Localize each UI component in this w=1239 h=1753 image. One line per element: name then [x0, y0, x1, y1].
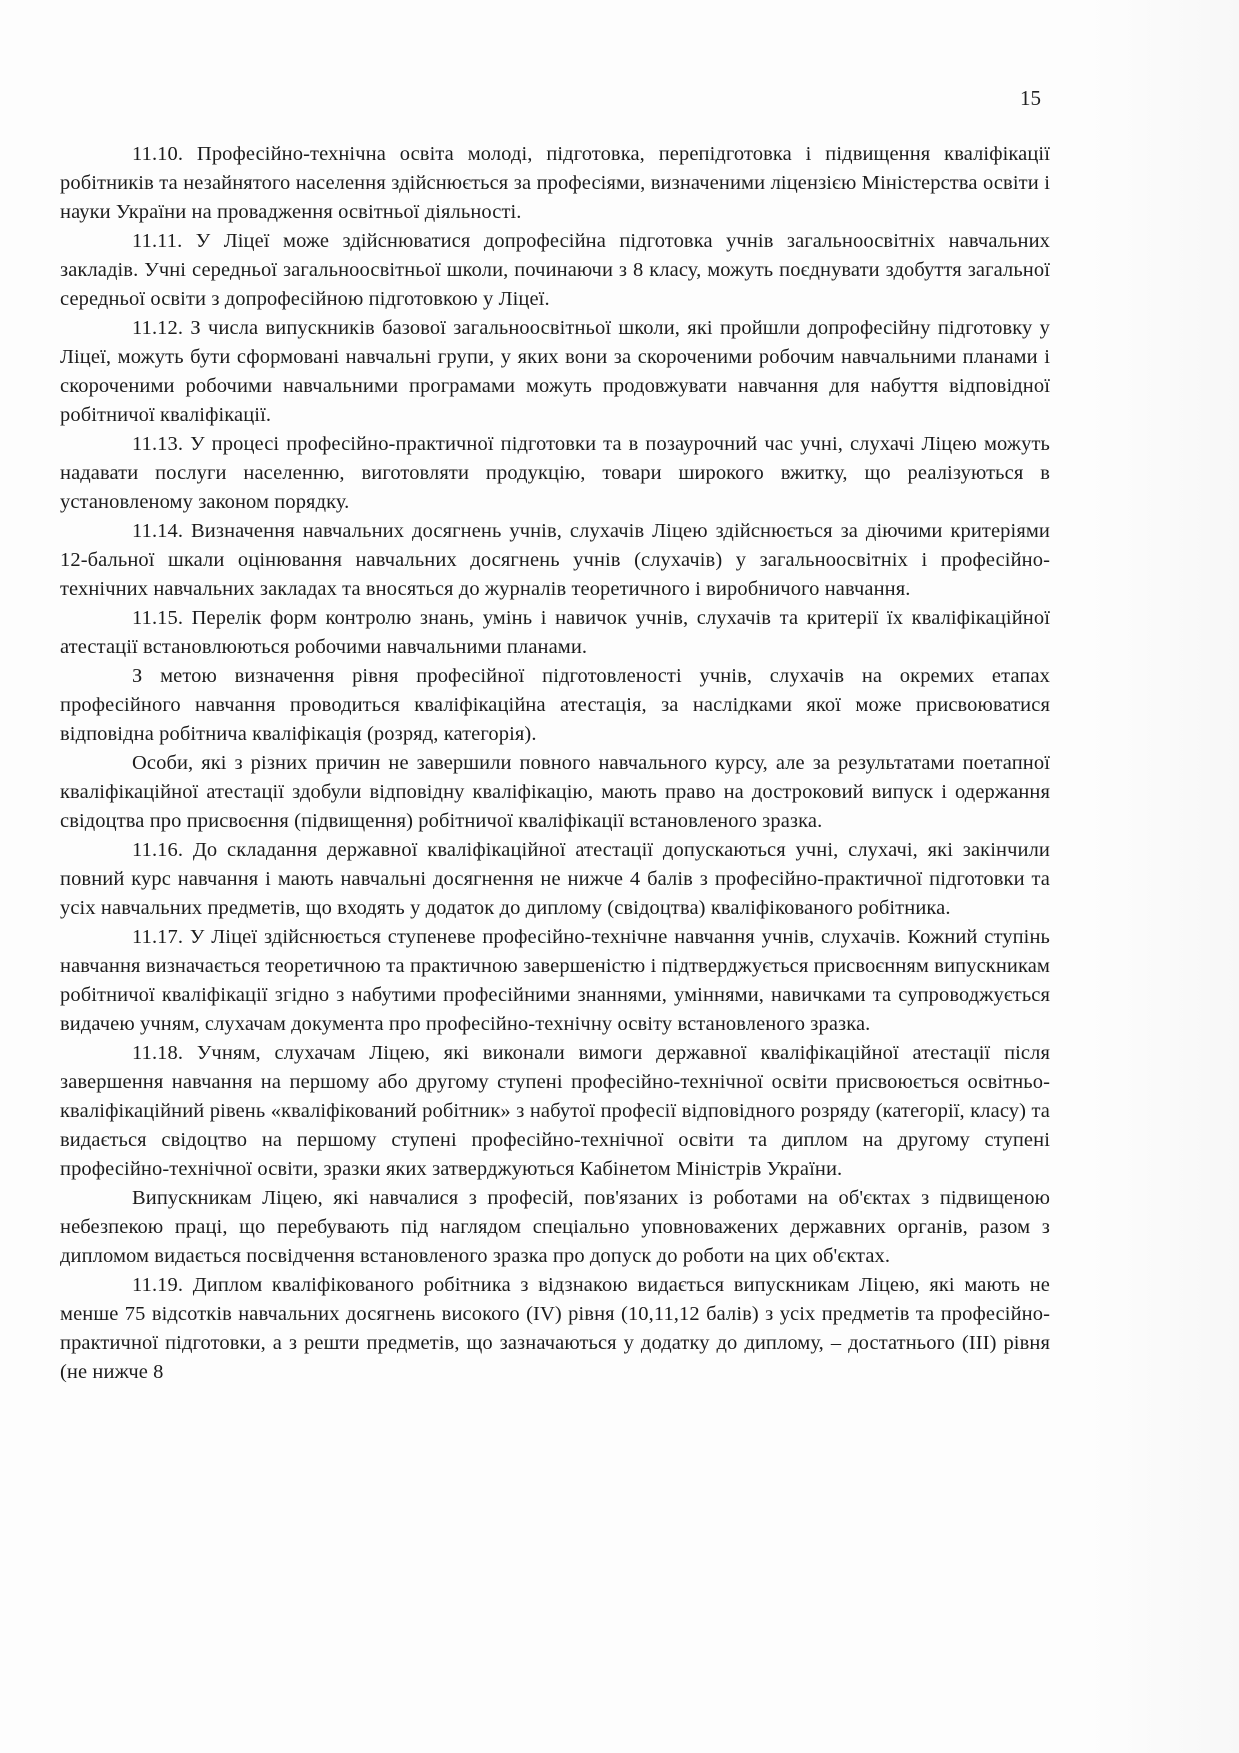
paragraph-11-10: 11.10. Професійно-технічна освіта молоді, підготовка, перепідготовка і підвищення кваліфікації робітників та незайнятого населення здійснюється за професіями, визначеними ліцензією Міністерства освіти і науки України на провадження освітньої діяльності.: [60, 143, 1050, 223]
paragraph-11-13: 11.13. У процесі професійно-практичної підготовки та в позаурочний час учні, слухачі Ліцею можуть надавати послуги населенню, виготовляти продукцію, товари широкого вжитку, що реалізуються в установленому законом порядку.: [60, 433, 1050, 513]
paragraph-11-12: 11.12. З числа випускників базової загальноосвітньої школи, які пройшли допрофесійну підготовку у Ліцеї, можуть бути сформовані навчальні групи, у яких вони за скороченими робочим навчальними планами і скороченими робочими навчальними програмами можуть продовжувати навчання для набуття відповідної робітничої кваліфікації.: [60, 317, 1050, 426]
paragraph-11-14: 11.14. Визначення навчальних досягнень учнів, слухачів Ліцею здійснюється за діючими критеріями 12-бальної шкали оцінювання навчальних досягнень учнів (слухачів) у загальноосвітніх і професійно-технічних навчальних закладах та вносяться до журналів теоретичного і виробничого навчання.: [60, 520, 1050, 600]
paragraph-11-19: 11.19. Диплом кваліфікованого робітника з відзнакою видається випускникам Ліцею, які мають не менше 75 відсотків навчальних досягнень високого (IV) рівня (10,11,12 балів) з усіх предметів та професійно-практичної підготовки, а з решти предметів, що зазначаються у додатку до диплому, – достатнього (III) рівня (не нижче 8: [60, 1274, 1050, 1383]
paragraph-early-release: Особи, які з різних причин не завершили повного навчального курсу, але за результатами поетапної кваліфікаційної атестації здобули відповідну кваліфікацію, мають право на достроковий випуск і одержання свідоцтва про присвоєння (підвищення) робітничої кваліфікації встановленого зразка.: [60, 752, 1050, 832]
paragraph-hazard-graduates: Випускникам Ліцею, які навчалися з професій, пов'язаних із роботами на об'єктах з підвищеною небезпекою праці, що перебувають під наглядом спеціально уповноважених державних органів, разом з дипломом видається посвідчення встановленого зразка про допуск до роботи на цих об'єктах.: [60, 1187, 1050, 1267]
paragraph-11-16: 11.16. До складання державної кваліфікаційної атестації допускаються учні, слухачі, які закінчили повний курс навчання і мають навчальні досягнення не нижче 4 балів з професійно-практичної підготовки та усіх навчальних предметів, що входять у додаток до диплому (свідоцтва) кваліфікованого робітника.: [60, 839, 1050, 919]
page-number: 15: [1020, 86, 1041, 110]
paragraph-11-11: 11.11. У Ліцеї може здійснюватися допрофесійна підготовка учнів загальноосвітніх навчальних закладів. Учні середньої загальноосвітньої школи, починаючи з 8 класу, можуть поєднувати здобуття загальної середньої освіти з допрофесійною підготовкою у Ліцеї.: [60, 230, 1050, 310]
paragraph-11-18: 11.18. Учням, слухачам Ліцею, які виконали вимоги державної кваліфікаційної атестації після завершення навчання на першому або другому ступені професійно-технічної освіти присвоюється освітньо-кваліфікаційний рівень «кваліфікований робітник» з набутої професії відповідного розряду (категорії, класу) та видається свідоцтво на першому ступені професійно-технічної освіти та диплом на другому ступені професійно-технічної освіти, зразки яких затверджуються Кабінетом Міністрів України.: [60, 1042, 1050, 1180]
scan-edge-shading: [1089, 0, 1239, 1753]
paragraph-11-15: 11.15. Перелік форм контролю знань, умінь і навичок учнів, слухачів та критерії їх кваліфікаційної атестації встановлюються робочими навчальними планами.: [60, 607, 1050, 658]
paragraph-11-17: 11.17. У Ліцеї здійснюється ступеневе професійно-технічне навчання учнів, слухачів. Кожний ступінь навчання визначається теоретичною та практичною завершеністю і підтверджується присвоєнням випускникам робітничої кваліфікації згідно з набутими професійними знаннями, уміннями, навичками та супроводжується видачею учням, слухачам документа про професійно-технічну освіту встановленого зразка.: [60, 926, 1050, 1035]
paragraph-attestation: З метою визначення рівня професійної підготовленості учнів, слухачів на окремих етапах професійного навчання проводиться кваліфікаційна атестація, за наслідками якої може присвоюватися відповідна робітнича кваліфікація (розряд, категорія).: [60, 665, 1050, 745]
document-body: [60, 140, 1050, 1387]
